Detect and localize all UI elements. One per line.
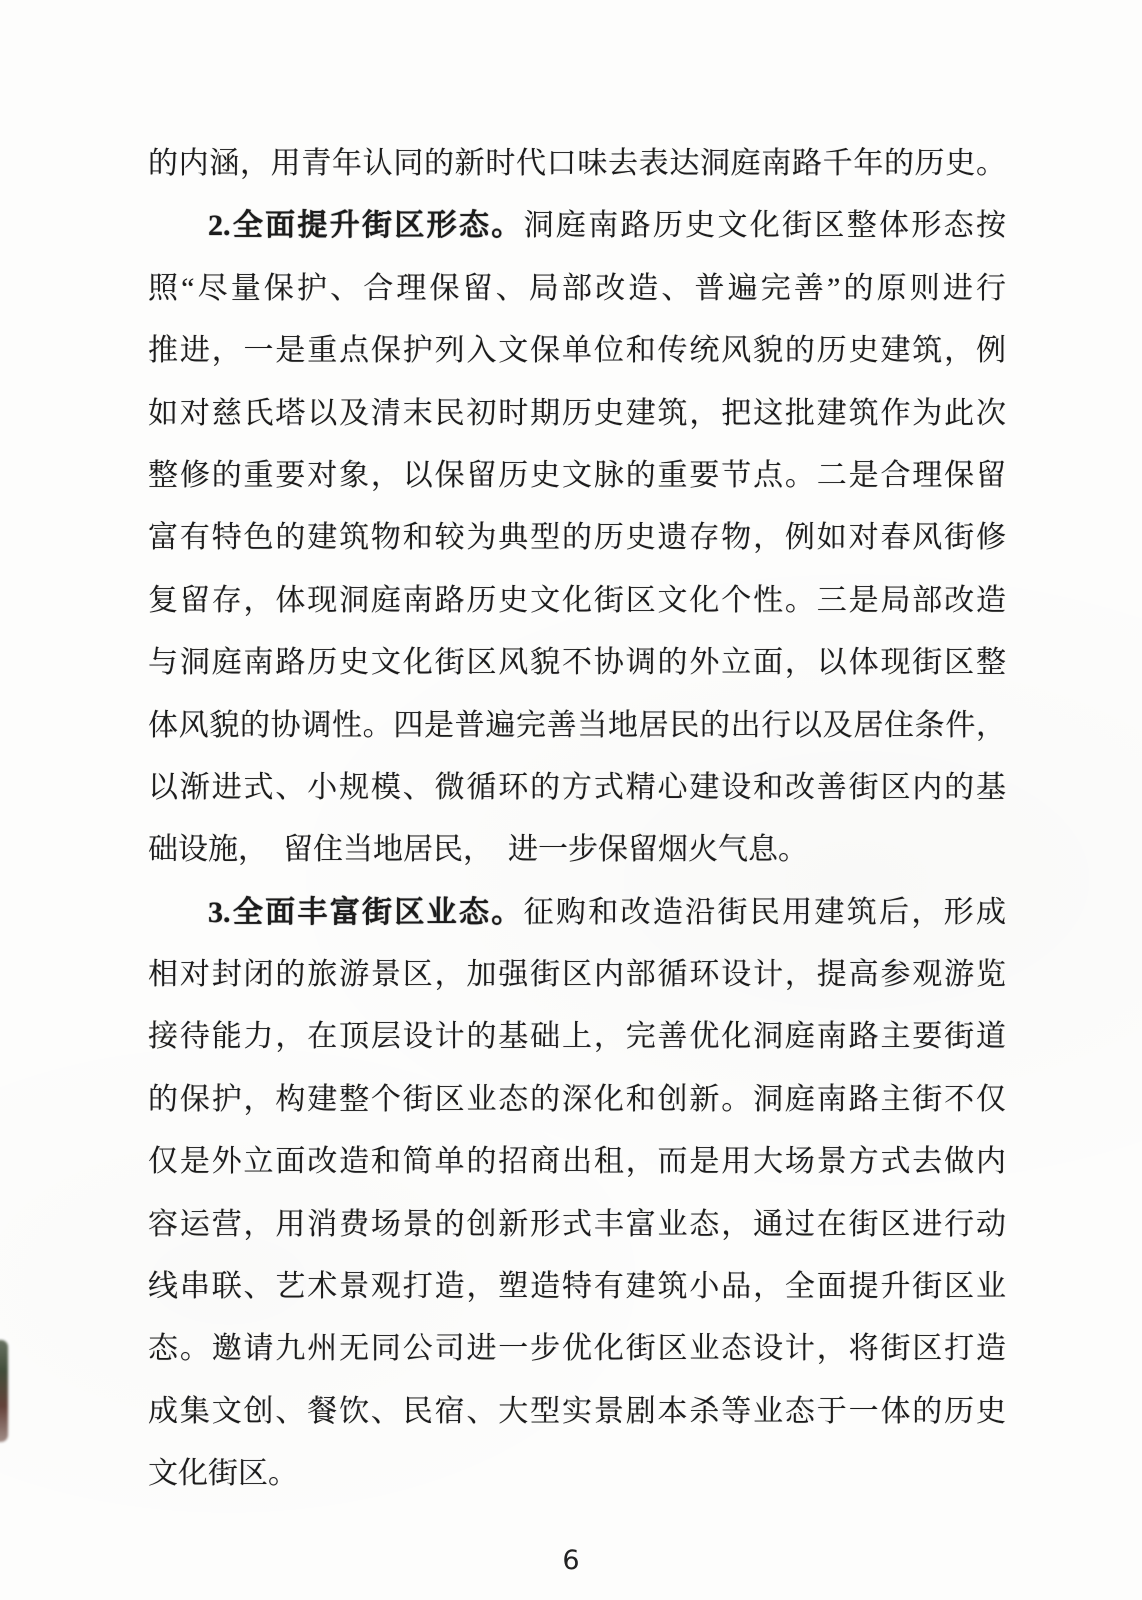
text-line (148, 320, 1006, 382)
text-line (148, 1131, 1006, 1193)
text-run: 接待能力，在顶层设计的基础上，完善优化洞庭南路主要街道 (148, 1020, 1006, 1054)
text-line (148, 258, 1006, 320)
text-run: 富有特色的建筑物和较为典型的历史遗存物，例如对春风街修 (148, 521, 1006, 555)
text-run: 的内涵，用青年认同的新时代口味去表达洞庭南路千年的历史。 (148, 147, 1006, 180)
text-line (148, 133, 1006, 195)
text-line (148, 1443, 1006, 1505)
text-run: 容运营，用消费场景的创新形式丰富业态，通过在街区进行动 (148, 1207, 1006, 1241)
text-line (148, 632, 1006, 694)
paragraph-heading: 2.全面提升街区形态。 (208, 209, 524, 243)
text-line (148, 882, 1006, 944)
text-run: 成集文创、餐饮、民宿、大型实景剧本杀等业态于一体的历史 (148, 1394, 1006, 1428)
text-run: 仅是外立面改造和简单的招商出租，而是用大场景方式去做内 (148, 1145, 1006, 1179)
text-run: 推进，一是重点保护列入文保单位和传统风貌的历史建筑，例 (148, 334, 1006, 368)
text-run: 体风貌的协调性。四是普遍完善当地居民的出行以及居住条件， (148, 708, 1006, 742)
text-run: 文化街区。 (148, 1457, 298, 1491)
text-line (148, 757, 1006, 819)
text-run: 整修的重要对象，以保留历史文脉的重要节点。二是合理保留 (148, 458, 1006, 492)
scan-artifact-photo-edge (0, 1340, 8, 1442)
text-run: 态。邀请九州无同公司进一步优化街区业态设计，将街区打造 (148, 1332, 1006, 1366)
text-line (148, 1256, 1006, 1318)
text-run: 础设施， 留住当地居民， 进一步保留烟火气息。 (148, 833, 808, 867)
text-run: 复留存，体现洞庭南路历史文化街区文化个性。三是局部改造 (148, 583, 1006, 617)
text-run: 如对慈氏塔以及清末民初时期历史建筑，把这批建筑作为此次 (148, 396, 1006, 430)
text-run: 洞庭南路历史文化街区整体形态按 (523, 209, 1006, 243)
text-line (148, 383, 1006, 445)
text-line (148, 195, 1006, 257)
text-line (148, 507, 1006, 569)
text-run: 征购和改造沿街民用建筑后，形成 (523, 895, 1006, 929)
text-line (148, 1381, 1006, 1443)
text-line (148, 445, 1006, 507)
text-run: 照“尽量保护、合理保留、局部改造、普遍完善”的原则进行 (148, 271, 1006, 305)
document-body (148, 133, 1006, 1506)
text-line (148, 1318, 1006, 1380)
text-line (148, 695, 1006, 757)
page-number: 6 (562, 1545, 580, 1576)
text-run: 线串联、艺术景观打造，塑造特有建筑小品，全面提升街区业 (148, 1270, 1006, 1304)
text-line (148, 944, 1006, 1006)
text-line (148, 1006, 1006, 1068)
paragraph-heading: 3.全面丰富街区业态。 (208, 895, 524, 929)
text-line (148, 1194, 1006, 1256)
text-run: 的保护，构建整个街区业态的深化和创新。洞庭南路主街不仅 (148, 1082, 1006, 1116)
text-line (148, 819, 1006, 881)
text-run: 以渐进式、小规模、微循环的方式精心建设和改善街区内的基 (148, 770, 1006, 804)
text-run: 与洞庭南路历史文化街区风貌不协调的外立面，以体现街区整 (148, 646, 1006, 680)
text-line (148, 1069, 1006, 1131)
text-line (148, 570, 1006, 632)
text-run: 相对封闭的旅游景区，加强街区内部循环设计，提高参观游览 (148, 958, 1006, 992)
